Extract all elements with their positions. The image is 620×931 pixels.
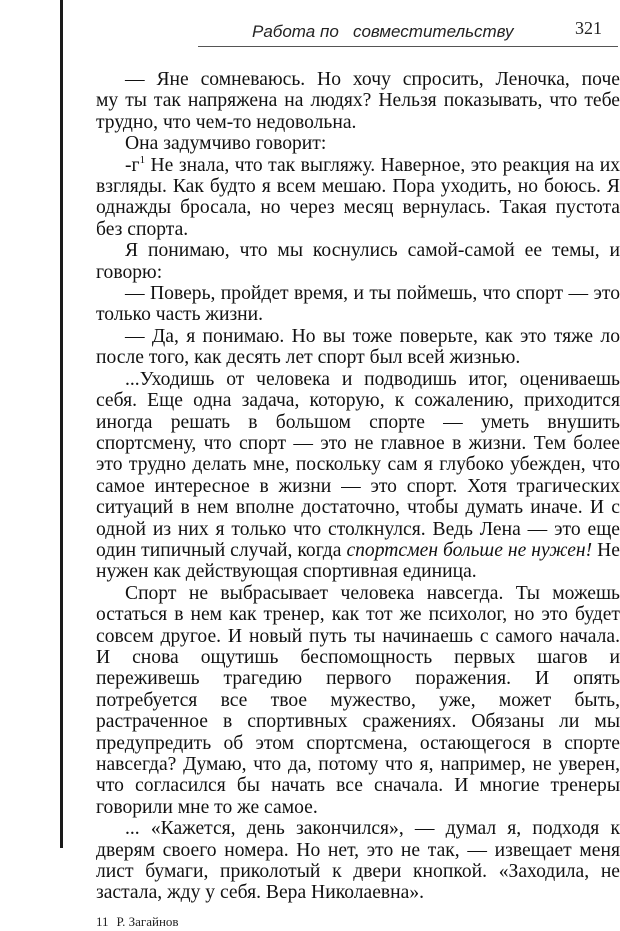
page-gutter-line [60,0,63,848]
page-footer [96,914,179,930]
signature-number: 11 [96,914,109,929]
paragraph: ... «Кажется, день закончился», — думал я, подходя к дверям своего номера. Но нет, это не так, — извещает меня лист бумаги, приколотый к двери кнопкой. «Заходила, не застала, жду у себя. Вера Николаевна». [96,818,620,904]
page-header [0,0,620,52]
paragraph: — Поверь, пройдет время, и ты поймешь, что спорт — это только часть жизни. [96,283,620,326]
page-number: 321 [575,18,602,38]
paragraph: му ты так напряжена на людях? Нельзя показывать, что тебе трудно, что чем-то недовольна. [96,90,620,133]
emphasized-text: спортсмен больше не нужен! [346,539,593,561]
paragraph: Я понимаю, что мы коснулись самой-самой ее темы, и говорю: [96,240,620,283]
footnote-marker: 1 [139,153,146,166]
paragraph [96,369,620,583]
paragraph-text: Не нужен как действующая спортивная единица. [96,539,620,583]
paragraph: Спорт не выбрасывает человека навсегда. Ты можешь остаться в нем как тренер, как тот же психолог, но это будет совсем другое. И новый путь ты начинаешь с самого начала. И снова ощутишь беспомощность первых шагов и переживешь трагедию первого поражения. И опять потребуется все твое мужество, уже, может быть, растраченное в спортивных сражениях. Обязаны ли мы предупредить об этом спортсмена, остающегося в спорте навсегда? Думаю, что да, потому что я, например, не уверен, что согласился бы начать все сначала. И многие тренеры говорили мне то же самое. [96,582,620,818]
paragraph [96,155,620,241]
header-rule [198,46,618,47]
paragraph: Она задумчиво говорит: [125,133,327,155]
paragraph-text: Не знала, что так выгляжу. Наверное, это реакция на их взгляды. Как будто я всем мешаю. Пора уходить, но боюсь. Я однажды бросала, но через месяц вернулась. Такая пустота без спорта. [96,154,620,240]
paragraph: — Да, я понимаю. Но вы тоже поверьте, как это тяже ло после того, как десять лет спорт был всей жизнью. [96,325,620,369]
author-name: Р. Загайнов [116,914,179,929]
paragraph-text: ...Уходишь от человека и подводишь итог, оцениваешь себя. Еще одна задача, которую, к сожалению, приходится иногда решать в большом спорте — уметь внушить спортсмену, что спорт — это не главное в жизни. Тем более это трудно делать мне, поскольку сам я глубоко убежден, что самое интересное в жизни — это спорт. Хотя трагических ситуаций в нем вполне достаточно, чтобы думать иначе. И с одной из них я только что столкнулся. Ведь Лена — это еще один типичный случай, когда [96,368,620,561]
dash-marker: -г [125,154,140,176]
running-title: Работа по совместительству [252,22,514,41]
main-text [96,69,620,904]
paragraph: — Яне сомневаюсь. Но хочу спросить, Леночка, поче [125,69,620,90]
